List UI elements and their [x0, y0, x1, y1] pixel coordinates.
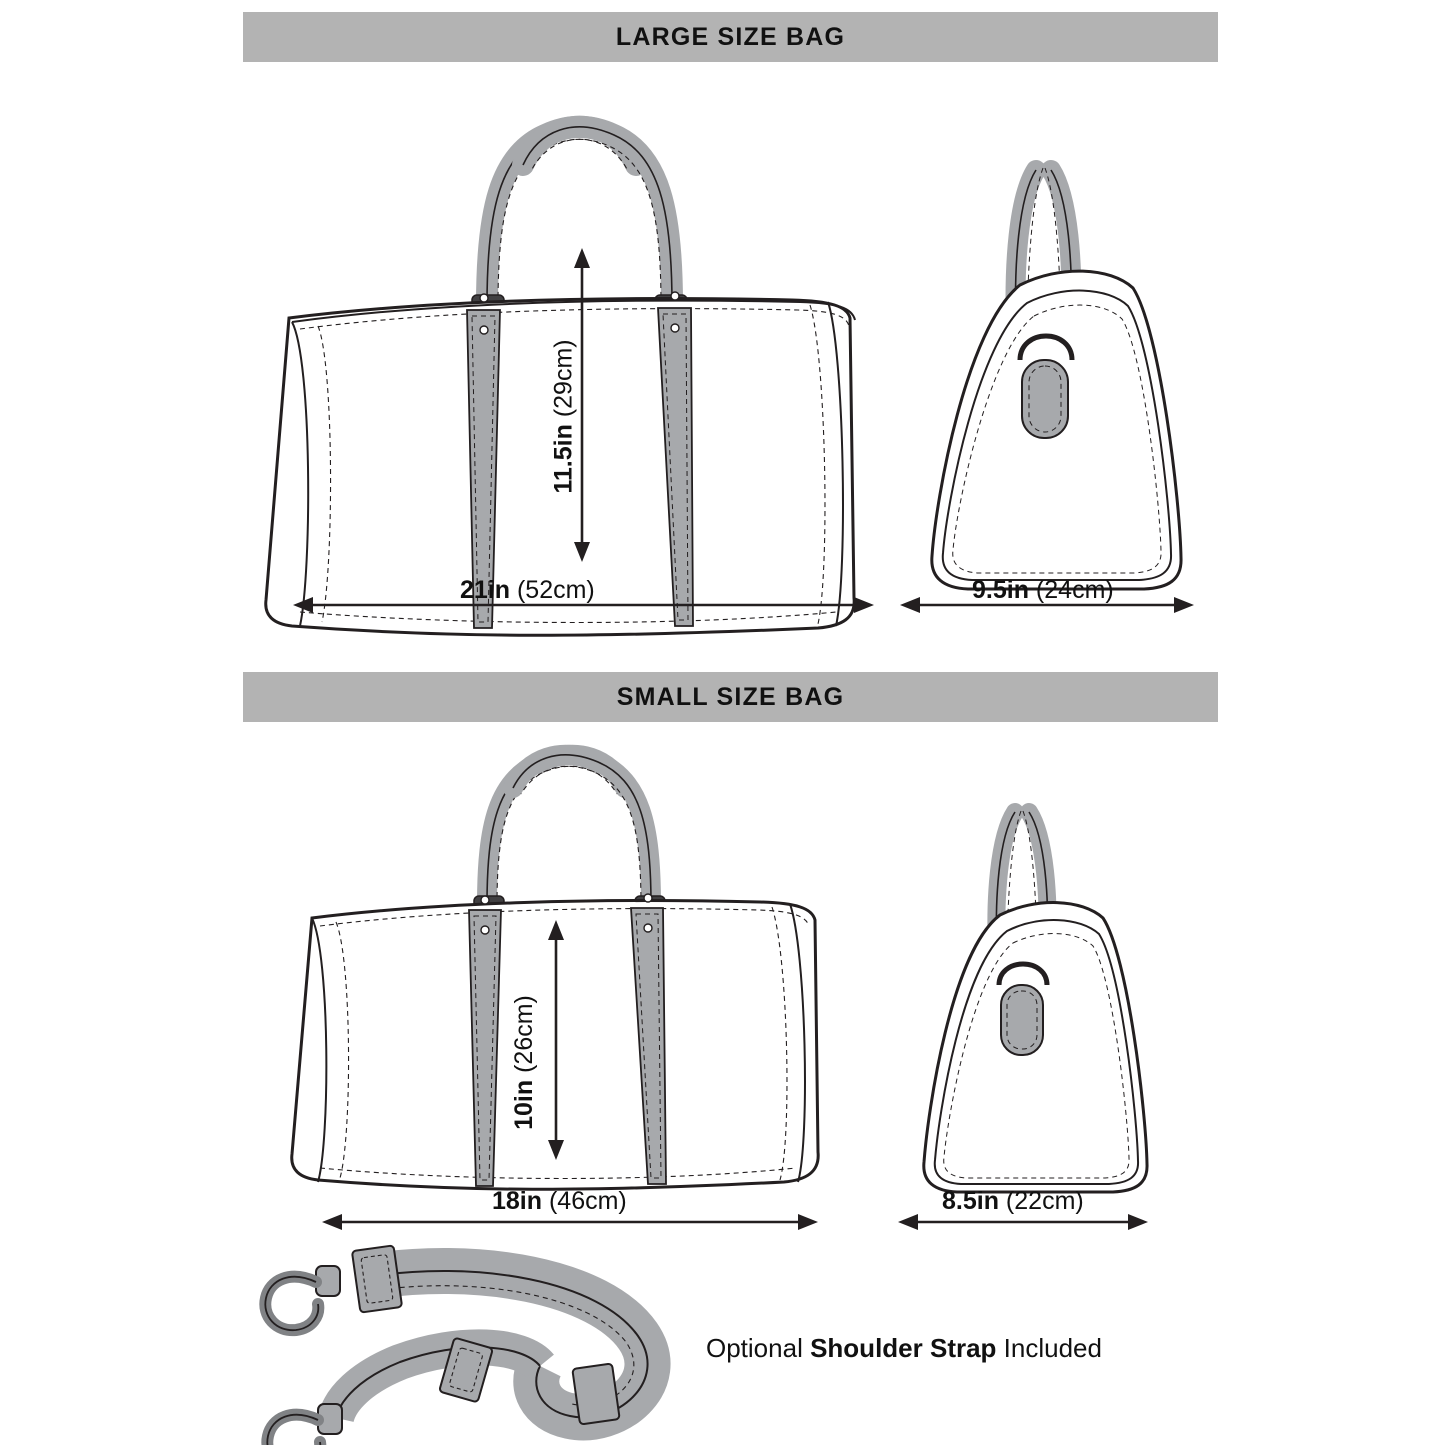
small-depth-label: [942, 1187, 1084, 1216]
section-title-large: LARGE SIZE BAG: [615, 22, 846, 51]
strap-hook-top: [265, 1266, 340, 1330]
large-bag-illustration: [0, 60, 1445, 640]
large-depth-label: [972, 576, 1114, 605]
large-height-value: 11.5in: [549, 424, 578, 494]
large-width-label: [460, 576, 595, 605]
large-depth-unit: (24cm): [1028, 576, 1114, 604]
strap-note-prefix: Optional: [706, 1333, 811, 1363]
bag-front-view-small: [292, 755, 818, 1230]
small-height-label: [510, 995, 539, 1130]
large-width-value: 21in: [460, 576, 511, 604]
large-height-unit: (29cm): [549, 339, 578, 425]
section-title-small: SMALL SIZE BAG: [616, 682, 845, 711]
strap-note-suffix: Included: [996, 1333, 1102, 1363]
shoulder-strap-note: [706, 1333, 1102, 1364]
small-width-value: 18in: [492, 1187, 543, 1215]
section-header-small: [243, 672, 1218, 722]
large-width-unit: (52cm): [510, 576, 595, 604]
small-depth-unit: (22cm): [998, 1187, 1084, 1215]
handle-left-large: [487, 127, 636, 306]
large-height-label: [550, 339, 579, 493]
section-header-large: [243, 12, 1218, 62]
strap-hook-bottom: [267, 1404, 342, 1445]
bag-side-view-large: [900, 168, 1194, 613]
small-width-unit: (46cm): [542, 1187, 627, 1215]
bag-side-view-small: [898, 811, 1148, 1230]
large-depth-value: 9.5in: [972, 576, 1029, 604]
shoulder-strap-icon: [265, 1245, 647, 1445]
small-height-value: 10in: [509, 1079, 538, 1130]
depth-dimension-arrow-small: [898, 1214, 1148, 1230]
small-depth-value: 8.5in: [942, 1187, 999, 1215]
handle-right-large: [523, 127, 672, 306]
small-height-unit: (26cm): [509, 995, 538, 1080]
small-bag-illustration: [0, 720, 1445, 1260]
strap-note-bold: Shoulder Strap: [810, 1333, 997, 1363]
small-width-label: [492, 1187, 627, 1216]
width-dimension-arrow-small: [322, 1214, 818, 1230]
